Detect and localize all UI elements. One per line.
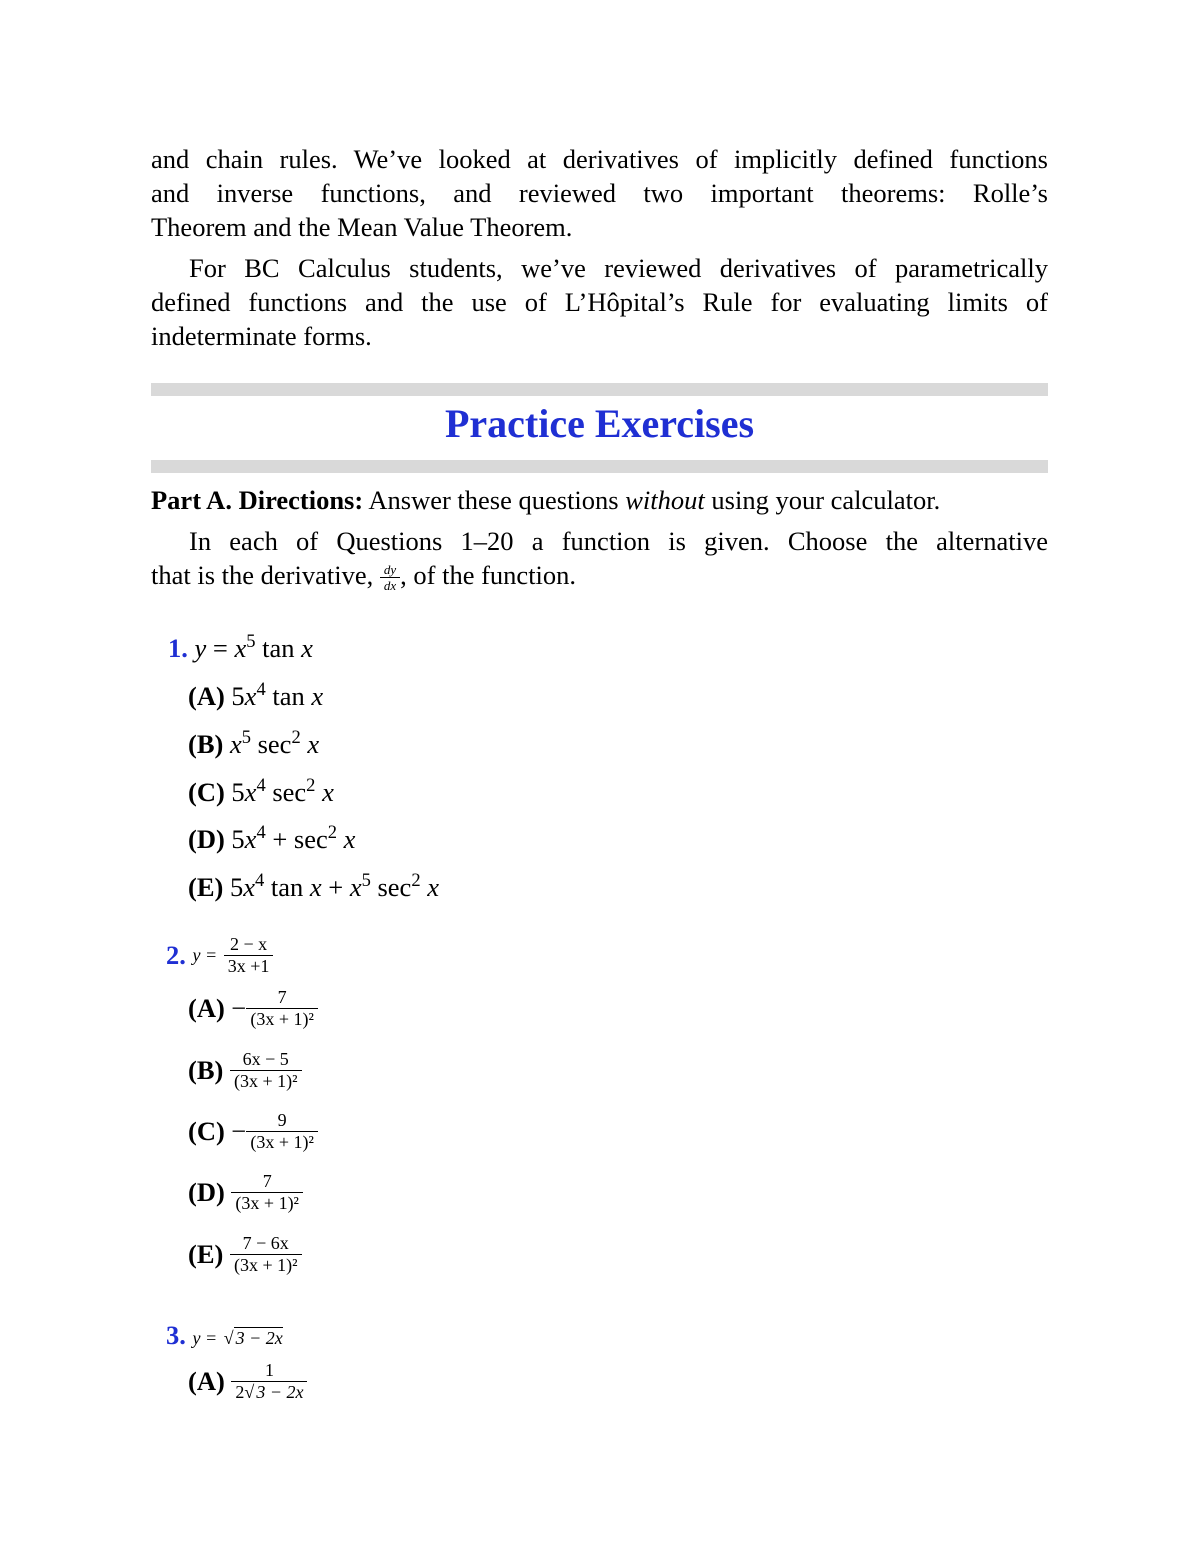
- option-fraction: [230, 1233, 302, 1276]
- text-line: For BC Calculus students, we’ve reviewed derivatives of parametrically: [189, 253, 1048, 283]
- q1-option-b[interactable]: [188, 726, 320, 760]
- section-rule-top: [151, 383, 1048, 396]
- option-math: $5x^4 + \sec^2 x$: [231, 821, 356, 854]
- radical-sign: √: [223, 1328, 234, 1348]
- option-label: (C): [188, 1116, 225, 1146]
- section-title: Practice Exercises: [444, 401, 755, 446]
- directions-label: Part A. Directions:: [151, 485, 364, 515]
- q3-option-a[interactable]: [188, 1360, 307, 1403]
- q2-option-d[interactable]: [188, 1171, 303, 1214]
- dy-dx-fraction: [380, 562, 400, 593]
- fraction-denominator: [231, 1381, 307, 1403]
- directions-line: [151, 483, 1048, 517]
- q1-option-e[interactable]: [188, 869, 439, 903]
- fraction-numerator: 7: [262, 1171, 272, 1191]
- q1-option-a[interactable]: [188, 678, 324, 712]
- option-label: (E): [188, 872, 224, 902]
- question-stem-lhs: y =: [192, 1328, 218, 1348]
- question-number: 1.: [168, 633, 188, 663]
- radicand: 3 − 2x: [256, 1382, 304, 1402]
- q2-option-c[interactable]: [188, 1110, 318, 1153]
- fraction-numerator: dy: [383, 562, 397, 578]
- fraction-denominator: (3x + 1)²: [231, 1192, 303, 1214]
- section-rule-bottom: [151, 460, 1048, 473]
- fraction-numerator: 1: [264, 1360, 274, 1380]
- directions: [151, 483, 1048, 517]
- option-label: (A): [188, 993, 225, 1023]
- directions-text: using your calculator.: [711, 485, 941, 515]
- option-fraction: [231, 1171, 303, 1214]
- q2-option-a[interactable]: [188, 987, 318, 1030]
- text-line: Theorem and the Mean Value Theorem.: [151, 212, 573, 242]
- fraction-denominator: 3x +1: [224, 955, 274, 977]
- instructions-text: , of the function.: [400, 560, 577, 590]
- text-line: defined functions and the use of L’Hôpital’s Rule for evaluating limits of: [151, 287, 1048, 317]
- fraction-numerator: 9: [277, 1110, 287, 1130]
- intro-paragraph-2: [151, 251, 1048, 353]
- question-stem-fraction: [224, 934, 274, 977]
- option-label: (D): [188, 824, 225, 854]
- radicand: 3 − 2x: [235, 1328, 283, 1348]
- option-math: $5x^4$ tan x: [231, 678, 324, 711]
- question-number: 2.: [166, 940, 186, 970]
- option-math: $x^5$ $\sec^2 x$: [229, 726, 320, 759]
- option-sign: −: [231, 1116, 247, 1146]
- option-fraction: [246, 1110, 318, 1153]
- intro-paragraph-1: [151, 142, 1048, 244]
- fraction-numerator: 7: [277, 987, 287, 1007]
- option-math: $5x^4$ $\tan x + x^5$ $\sec^2 x$: [229, 869, 439, 902]
- option-label: (C): [188, 777, 225, 807]
- fraction-denominator: (3x + 1)²: [230, 1070, 302, 1092]
- q2-option-e[interactable]: [188, 1233, 302, 1276]
- option-fraction: [231, 1360, 307, 1403]
- question-number: 3.: [166, 1320, 186, 1350]
- instructions-text: that is the derivative,: [151, 560, 374, 590]
- instructions-line: [151, 558, 1048, 593]
- text-line: indeterminate forms.: [151, 321, 372, 351]
- option-math: $5x^4$ $\sec^2 x$: [231, 774, 334, 807]
- fraction-denominator: dx: [380, 577, 400, 593]
- option-fraction: [246, 987, 318, 1030]
- fraction-denominator: (3x + 1)²: [230, 1254, 302, 1276]
- radical-sign: √: [244, 1382, 255, 1402]
- directions-emphasis: without: [625, 485, 705, 515]
- q1-option-c[interactable]: [188, 774, 334, 808]
- fraction-numerator: 7 − 6x: [242, 1233, 289, 1253]
- fraction-numerator: 6x − 5: [242, 1049, 289, 1069]
- option-label: (E): [188, 1239, 224, 1269]
- question-3: [166, 1320, 283, 1351]
- fraction-denominator: (3x + 1)²: [246, 1131, 318, 1153]
- option-label: (A): [188, 1366, 225, 1396]
- question-2: [166, 934, 273, 977]
- question-stem-lhs: y =: [192, 945, 218, 965]
- text-line: and chain rules. We’ve looked at derivatives of implicitly defined functions: [151, 144, 1048, 174]
- option-sign: −: [231, 993, 247, 1023]
- option-fraction: [230, 1049, 302, 1092]
- fraction-denominator: (3x + 1)²: [246, 1008, 318, 1030]
- directions-text: Answer these questions: [368, 485, 619, 515]
- coefficient: 2: [235, 1382, 245, 1402]
- question-1: 1. $y = x^5$ tan x: [168, 630, 313, 663]
- option-label: (D): [188, 1177, 225, 1207]
- option-label: (B): [188, 729, 224, 759]
- option-label: (B): [188, 1055, 224, 1085]
- q1-option-d[interactable]: [188, 821, 356, 855]
- text-line: and inverse functions, and reviewed two important theorems: Rolle’s: [151, 178, 1048, 208]
- instructions-line: In each of Questions 1–20 a function is given. Choose the alternative: [189, 526, 1048, 556]
- fraction-numerator: 2 − x: [230, 934, 268, 954]
- question-stem: y: [194, 633, 207, 663]
- option-label: (A): [188, 681, 225, 711]
- instructions: [151, 524, 1048, 593]
- q2-option-b[interactable]: [188, 1049, 302, 1092]
